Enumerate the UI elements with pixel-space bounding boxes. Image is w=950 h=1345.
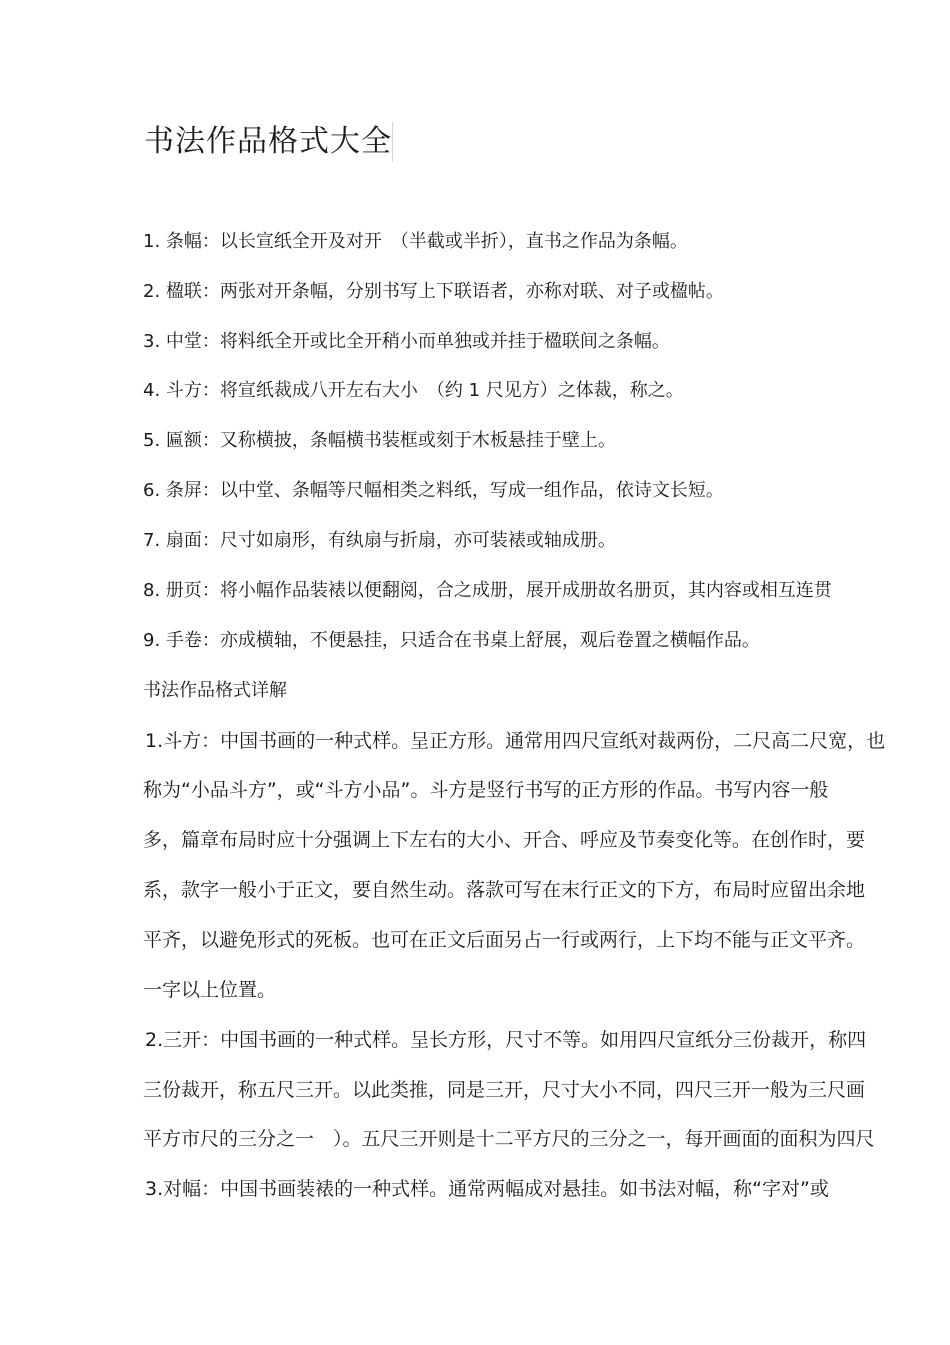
list-item-9: 9. 手卷：亦成横轴，不便悬挂，只适合在书桌上舒展，观后卷置之横幅作品。 — [143, 630, 760, 651]
detail-line: 3.对幅：中国书画装裱的一种式样。通常两幅成对悬挂。如书法对幅，称“字对”或 — [145, 1178, 829, 1200]
list-item-3: 3. 中堂：将料纸全开或比全开稍小而单独或并挂于楹联间之条幅。 — [143, 331, 670, 352]
page-title: 书法作品格式大全 — [144, 124, 392, 159]
detail-line: 称为“小品斗方”，或“斗方小品”。斗方是竖行书写的正方形的作品。书写内容一般 — [143, 779, 829, 801]
detail-line: 2.三开：中国书画的一种式样。呈长方形，尺寸不等。如用四尺宣纸分三份裁开，称四 — [145, 1029, 867, 1051]
detail-line: 1.斗方：中国书画的一种式样。呈正方形。通常用四尺宣纸对裁两份，二尺高二尺宽，也 — [145, 730, 886, 752]
detail-line: 三份裁开，称五尺三开。以此类推，同是三开，尺寸大小不同，四尺三开一般为三尺画 — [143, 1079, 866, 1101]
detail-line: 平齐，以避免形式的死板。也可在正文后面另占一行或两行，上下均不能与正文平齐。 — [143, 929, 866, 951]
detail-line: 平方市尺的三分之一 ）。五尺三开则是十二平方尺的三分之一，每开画面的面积为四尺 — [143, 1128, 875, 1150]
list-item-2: 2. 楹联：两张对开条幅，分别书写上下联语者，亦称对联、对子或楹帖。 — [143, 281, 724, 302]
title-divider — [392, 122, 393, 162]
list-item-5: 5. 匾额：又称横披，条幅横书装框或刻于木板悬挂于壁上。 — [143, 430, 616, 451]
list-item-7: 7. 扇面：尺寸如扇形，有纨扇与折扇，亦可装裱或轴成册。 — [143, 530, 616, 551]
list-item-8: 8. 册页：将小幅作品装裱以便翻阅，合之成册，展开成册故名册页，其内容或相互连贯 — [143, 580, 832, 601]
section-heading: 书法作品格式详解 — [143, 680, 287, 701]
detail-line: 多，篇章布局时应十分强调上下左右的大小、开合、呼应及节奏变化等。在创作时，要 — [143, 829, 866, 851]
list-item-4: 4. 斗方：将宣纸裁成八开左右大小 （约 1 尺见方）之体裁，称之。 — [143, 380, 684, 401]
detail-line: 一字以上位置。 — [143, 979, 277, 1001]
detail-line: 系，款字一般小于正文，要自然生动。落款可写在末行正文的下方，布局时应留出余地 — [143, 879, 866, 901]
list-item-1: 1. 条幅：以长宣纸全开及对开 （半截或半折），直书之作品为条幅。 — [143, 231, 688, 252]
list-item-6: 6. 条屏：以中堂、条幅等尺幅相类之料纸，写成一组作品，依诗文长短。 — [143, 480, 724, 501]
